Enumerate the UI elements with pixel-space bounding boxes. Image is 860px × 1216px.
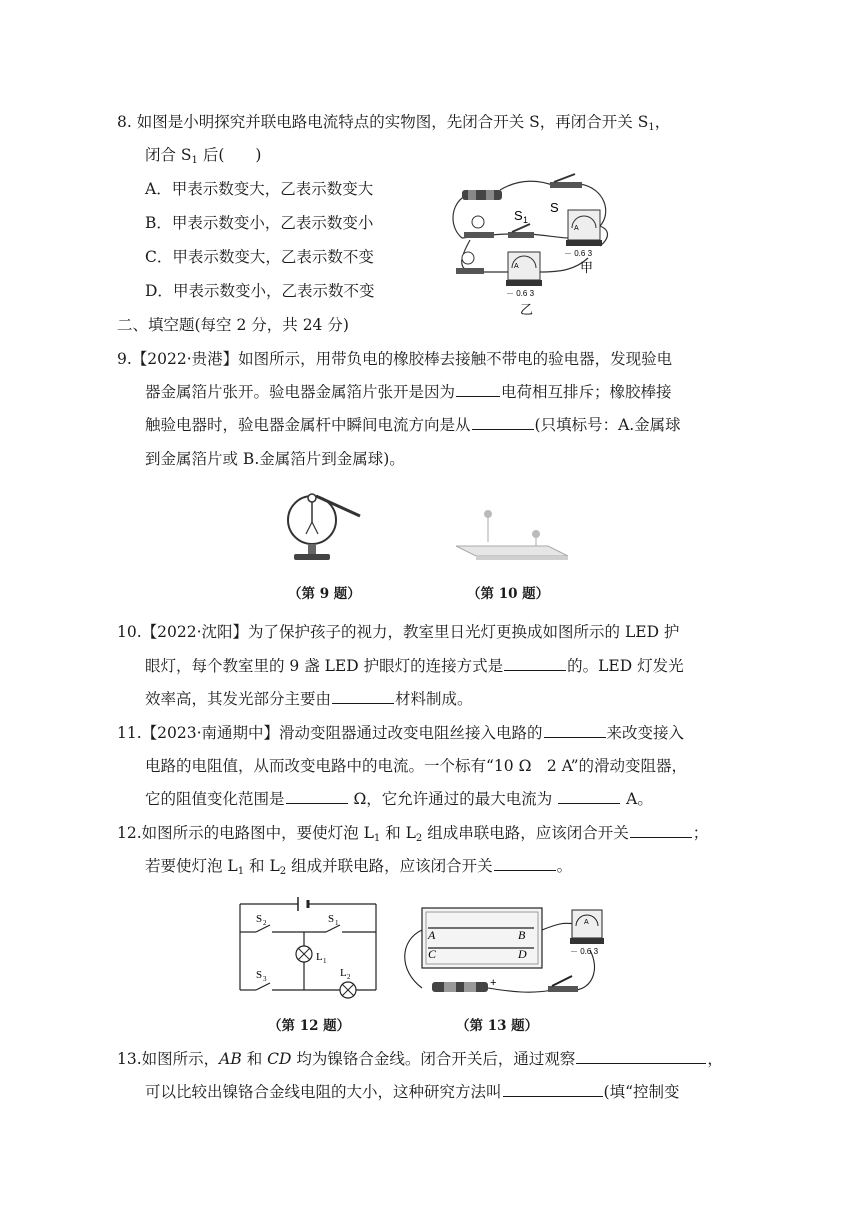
q9-number: 9. — [117, 350, 132, 368]
q9-text2b: 电荷相互排斥；橡胶棒接 — [501, 383, 672, 401]
fig12-caption: （第 12 题） — [268, 1018, 351, 1034]
led-lamp-figure — [452, 506, 572, 568]
q12-sub2: 2 — [415, 833, 423, 844]
label-s1-sub: 1 — [335, 919, 339, 927]
q12-sub4: 2 — [279, 866, 287, 877]
q12-sub1: 1 — [373, 833, 381, 844]
q10-text1: 【2022·沈阳】为了保护孩子的视力，教室里日光灯更换成如图所示的 LED 护 — [141, 623, 680, 641]
battery-icon — [432, 982, 488, 992]
label-c: C — [428, 947, 437, 961]
label-l2: L — [340, 967, 347, 979]
q11-text1b: 来改变接入 — [606, 724, 685, 742]
q9-text1: 【2022·贵港】如图所示，用带负电的橡胶棒去接触不带电的验电器，发现验电 — [131, 350, 673, 368]
q10-text3b: 材料制成。 — [395, 690, 473, 708]
q12-text1c: 组成串联电路，应该闭合开关 — [422, 824, 629, 842]
q13-cd: CD — [267, 1050, 292, 1068]
label-s3-sub: 3 — [263, 975, 267, 983]
q9-text2a: 器金属箔片张开。验电器金属箔片张开是因为 — [145, 383, 456, 401]
q12-line1 — [117, 823, 708, 849]
q12-text2b: 和 L — [244, 857, 280, 875]
fig13-caption: （第 13 题） — [456, 1018, 539, 1034]
option-label: C． — [145, 248, 173, 266]
q13-text1d: ， — [707, 1050, 723, 1068]
battery-symbol — [298, 897, 308, 911]
q8-option-a[interactable] — [145, 179, 373, 199]
ammeter-icon — [570, 910, 604, 944]
q11-blank-1[interactable] — [544, 723, 606, 738]
label-s1-sub: 1 — [523, 215, 529, 225]
q8-stem-sub: 1 — [648, 122, 655, 133]
q11-blank-3[interactable] — [558, 789, 620, 804]
q11-text3b: Ω，它允许通过的最大电流为 — [348, 790, 558, 808]
q11-text2: 电路的电阻值，从而改变电路中的电流。一个标有“10 Ω 2 A”的滑动变阻器， — [145, 757, 688, 775]
label-scale-jia: － 0.6 3 — [564, 249, 593, 258]
q8-option-c[interactable] — [145, 247, 374, 267]
q8-stem-punct: ， — [654, 113, 671, 131]
q8-stem-text: 如图是小明探究并联电路电流特点的实物图，先闭合开关 S，再闭合开关 S — [136, 113, 649, 131]
option-text: 甲表示数变小，乙表示数变小 — [171, 214, 374, 232]
lamp-2-icon — [456, 252, 484, 274]
label-s2-sub: 2 — [263, 919, 267, 927]
lamp-l1-symbol — [296, 946, 312, 962]
option-text: 甲表示数变大，乙表示数变大 — [171, 180, 374, 198]
ammeter-yi-icon — [506, 252, 542, 286]
label-yi: 乙 — [520, 303, 534, 318]
q13-line2 — [145, 1082, 680, 1102]
q8-stem-line2 — [145, 145, 261, 171]
label-plus: + — [490, 977, 497, 989]
q13-ab: AB — [219, 1050, 242, 1068]
label-d: D — [518, 947, 527, 961]
lamp-l2-symbol — [340, 982, 356, 998]
q11-text1a: 【2023·南通期中】滑动变阻器通过改变电阻丝接入电路的 — [141, 724, 543, 742]
q13-number: 13. — [117, 1050, 142, 1068]
q10-line3 — [145, 689, 473, 709]
switch-s-icon — [550, 174, 582, 188]
label-s3: S — [256, 969, 263, 981]
option-text: 甲表示数变小，乙表示数不变 — [172, 282, 375, 300]
q12-blank-1[interactable] — [630, 823, 692, 838]
q9-text4: 到金属箔片或 B.金属箔片到金属球)。 — [145, 450, 405, 468]
ammeter-jia-icon — [566, 210, 602, 246]
fig9-caption: （第 9 题） — [288, 586, 361, 602]
q9-line4 — [145, 449, 405, 469]
q12-blank-2[interactable] — [494, 856, 556, 871]
q12-text2c: 组成并联电路，应该闭合开关 — [286, 857, 493, 875]
q13-text1a: 如图所示， — [141, 1050, 220, 1068]
q12-sub3: 1 — [237, 866, 245, 877]
q11-blank-2[interactable] — [286, 789, 348, 804]
q10-number: 10. — [117, 623, 142, 641]
q12-text1a: 如图所示的电路图中，要使灯泡 L — [141, 824, 374, 842]
label-l2-sub: 2 — [347, 973, 351, 981]
q13-text2a: 可以比较出镍铬合金线电阻的大小，这种研究方法叫 — [145, 1083, 502, 1101]
q8-stem-line1 — [117, 112, 670, 138]
q10-line2 — [145, 656, 684, 676]
label-amp: A — [584, 919, 589, 926]
q9-text3b: (只填标号：A.金属球 — [534, 416, 681, 434]
q11-line3 — [145, 789, 653, 809]
q11-line1 — [117, 723, 684, 743]
q11-number: 11. — [117, 724, 142, 742]
q8-number: 8. — [117, 113, 132, 131]
label-s: S — [550, 200, 559, 215]
q10-blank-1[interactable] — [504, 656, 566, 671]
label-l1-sub: 1 — [323, 957, 327, 965]
q13-text1b: 和 — [241, 1050, 268, 1068]
option-label: D． — [145, 282, 173, 300]
q12-line2 — [145, 856, 572, 882]
fig10-caption: （第 10 题） — [467, 586, 550, 602]
q12-circuit-diagram — [236, 894, 381, 1002]
switch-icon — [548, 976, 578, 992]
label-amp-jia: A — [574, 225, 579, 232]
q8-stem2-text: 闭合 S — [145, 146, 192, 164]
q13-line1 — [117, 1049, 723, 1069]
lamp-1-icon — [464, 216, 494, 238]
q13-blank-1[interactable] — [576, 1049, 706, 1064]
label-jia: 甲 — [580, 261, 594, 276]
q13-experiment-figure — [392, 900, 612, 1008]
section2-title — [117, 315, 349, 335]
q8-stem2-sub: 1 — [191, 155, 198, 166]
q9-line1 — [117, 349, 672, 369]
label-b: B — [518, 928, 526, 942]
q9-line3 — [145, 415, 681, 435]
q13-text1c: 均为镍铬合金线。闭合开关后，通过观察 — [291, 1050, 576, 1068]
q12-text2d: 。 — [556, 857, 573, 875]
q13-blank-2[interactable] — [503, 1082, 603, 1097]
q11-text3a: 它的阻值变化范围是 — [145, 790, 285, 808]
q12-number: 12. — [117, 824, 142, 842]
label-amp-yi: A — [514, 263, 519, 270]
label-s1: S — [328, 913, 335, 925]
q10-blank-2[interactable] — [332, 689, 394, 704]
label-a: A — [428, 928, 436, 942]
label-scale: － 0.6 3 — [570, 947, 599, 956]
q10-text2a: 眼灯，每个教室里的 9 盏 LED 护眼灯的连接方式是 — [145, 657, 504, 675]
q9-blank-1[interactable] — [456, 382, 500, 397]
q8-circuit-figure — [440, 168, 620, 320]
label-l1: L — [316, 951, 323, 963]
q11-line2 — [145, 756, 687, 776]
section2-title-text: 二、填空题(每空 2 分，共 24 分) — [117, 316, 349, 334]
q13-text2b: (填“控制变 — [603, 1083, 680, 1101]
q10-text2b: 的。LED 灯发光 — [567, 657, 684, 675]
q12-text1d: ； — [692, 824, 709, 842]
switch-s1-icon — [508, 224, 534, 238]
option-text: 甲表示数变大，乙表示数不变 — [172, 248, 374, 266]
q8-option-b[interactable] — [145, 213, 373, 233]
option-label: B． — [145, 214, 172, 232]
q10-text3a: 效率高，其发光部分主要由 — [145, 690, 332, 708]
q9-line2 — [145, 382, 672, 402]
q12-text1b: 和 L — [380, 824, 416, 842]
q9-blank-2[interactable] — [472, 415, 534, 430]
battery-icon — [462, 190, 502, 200]
q9-text3a: 触验电器时，验电器金属杆中瞬间电流方向是从 — [145, 416, 471, 434]
label-s2: S — [256, 913, 263, 925]
q12-text2a: 若要使灯泡 L — [145, 857, 238, 875]
electroscope-figure — [282, 486, 372, 568]
q11-text3c: A。 — [621, 790, 653, 808]
q10-line1 — [117, 622, 679, 642]
label-s1: S — [514, 208, 523, 223]
option-label: A． — [145, 180, 172, 198]
q8-option-d[interactable] — [145, 281, 374, 301]
q8-stem2-tail: 后( ) — [197, 146, 262, 164]
label-scale-yi: － 0.6 3 — [506, 289, 535, 298]
